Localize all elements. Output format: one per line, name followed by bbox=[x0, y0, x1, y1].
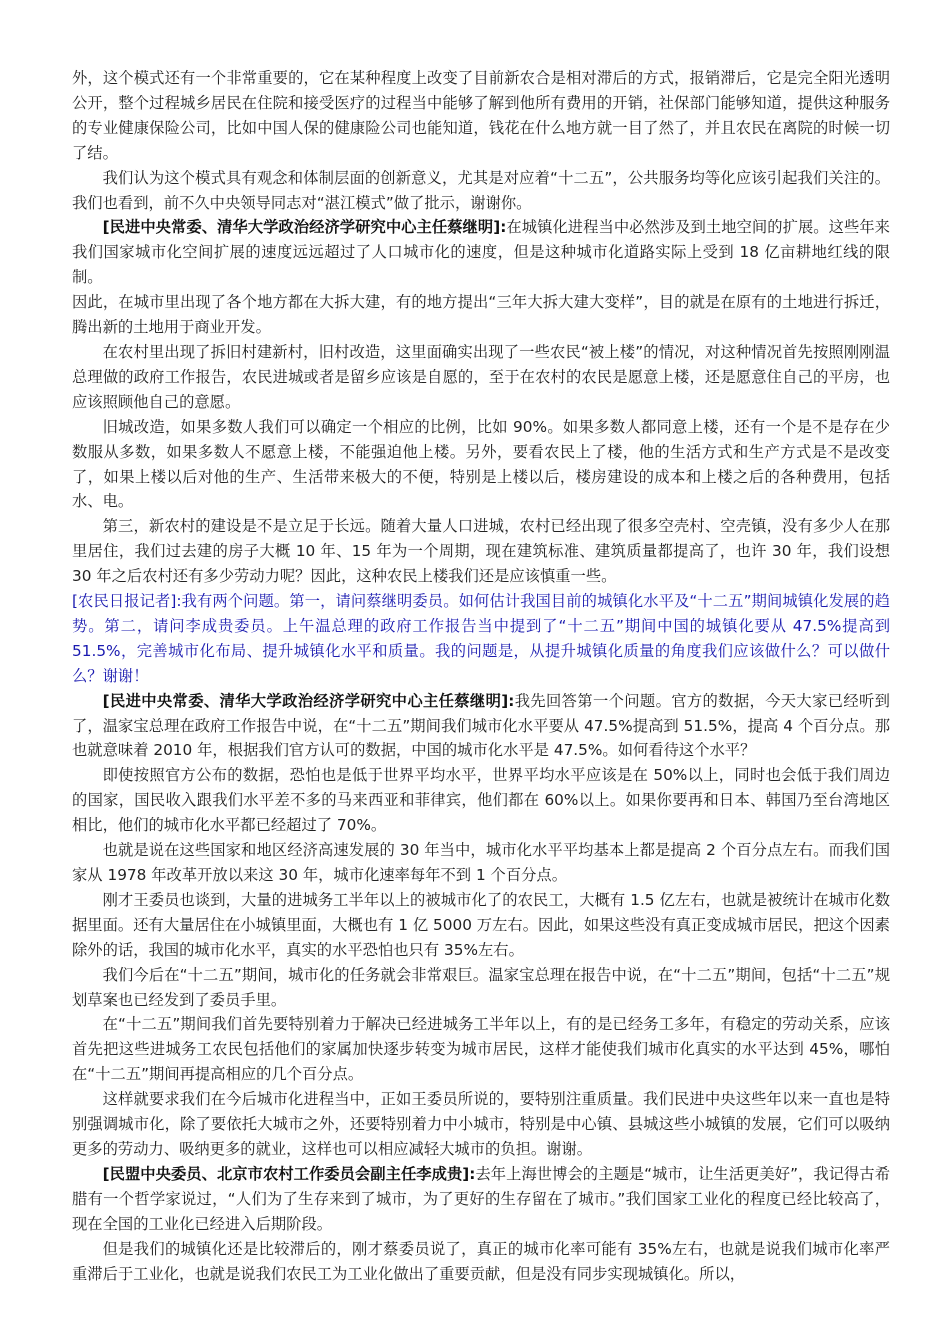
paragraph: 我们今后在“十二五”期间，城市化的任务就会非常艰巨。温家宝总理在报告中说，在“十二五”期间，包括“十二五”规划草案也已经发到了委员手里。 bbox=[72, 965, 890, 1009]
paragraph: 但是我们的城镇化还是比较滞后的，刚才蔡委员说了，真正的城市化率可能有 35%左右，也就是说我们城市化率严重滞后于工业化，也就是说我们农民工为工业化做出了重要贡献，但是没有同步实现城镇化。所以， bbox=[72, 1239, 890, 1283]
paragraph: 也就是说在这些国家和地区经济高速发展的 30 年当中，城市化水平平均基本上都是提高 2 个百分点左右。而我们国家从 1978 年改革开放以来这 30 年，城市化速率每年不到 1 个百分点。 bbox=[72, 841, 890, 884]
speaker-paragraph: [民进中央常委、清华大学政治经济学研究中心主任蔡继明]:我先回答第一个问题。官方的数据，今天大家已经听到了，温家宝总理在政府工作报告中说，在“十二五”期间我们城市化水平要从 47.5%提高到 51.5%，提高 4 个百分点。那也就意味着 2010 年，根据我们官方认可的数据，中国的城市化水平是 47.5%。如何看待这个水平？ bbox=[72, 691, 890, 760]
speaker-paragraph: [民进中央常委、清华大学政治经济学研究中心主任蔡继明]:在城镇化进程当中必然涉及到土地空间的扩展。这些年来我们国家城市化空间扩展的速度远远超过了人口城市化的速度，但是这种城市化道路实际上受到 18 亿亩耕地红线的限制。 bbox=[72, 218, 890, 287]
paragraph: 旧城改造，如果多数人我们可以确定一个相应的比例，比如 90%。如果多数人都同意上楼，还有一个是不是存在少数服从多数，如果多数人不愿意上楼，不能强迫他上楼。另外，要看农民上了楼，他的生活方式和生产方式是不是改变了，如果上楼以后对他的生产、生活带来极大的不便，特别是上楼以后，楼房建设的成本和上楼之后的各种费用，包括水、电。 bbox=[72, 417, 890, 511]
paragraph: 在农村里出现了拆旧村建新村，旧村改造，这里面确实出现了一些农民“被上楼”的情况，对这种情况首先按照刚刚温总理做的政府工作报告，农民进城或者是留乡应该是自愿的，至于在农村的农民是愿意上楼，还是愿意住自己的平房，也应该照顾他自己的意愿。 bbox=[72, 342, 890, 411]
paragraph: 在“十二五”期间我们首先要特别着力于解决已经进城务工半年以上，有的是已经务工多年，有稳定的劳动关系，应该首先把这些进城务工农民包括他们的家属加快逐步转变为城市居民，这样才能使我们城市化真实的水平达到 45%，哪怕在“十二五”期间再提高相应的几个百分点。 bbox=[72, 1015, 890, 1084]
paragraph: 第三，新农村的建设是不是立足于长远。随着大量人口进城，农村已经出现了很多空壳村、空壳镇，没有多少人在那里居住，我们过去建的房子大概 10 年、15 年为一个周期，现在建筑标准、建筑质量都提高了，也许 30 年，我们设想 30 年之后农村还有多少劳动力呢？因此，这种农民上楼我们还是应该慎重一些。 bbox=[72, 517, 890, 586]
speaker-label: [民进中央常委、清华大学政治经济学研究中心主任蔡继明]: bbox=[102, 218, 507, 237]
paragraph: 外，这个模式还有一个非常重要的，它在某种程度上改变了目前新农合是相对滞后的方式，报销滞后，它是完全阳光透明公开，整个过程城乡居民在住院和接受医疗的过程当中能够了解到他所有费用的开销，社保部门能够知道，提供这种服务的专业健康保险公司，比如中国人保的健康险公司也能知道，钱花在什么地方就一目了然了，并且农民在离院的时候一切了结。 bbox=[72, 69, 890, 162]
paragraph: 因此，在城市里出现了各个地方都在大拆大建，有的地方提出“三年大拆大建大变样”，目的就是在原有的土地进行拆迁，腾出新的土地用于商业开发。 bbox=[72, 293, 890, 337]
speaker-label: [民进中央常委、清华大学政治经济学研究中心主任蔡继明]: bbox=[102, 691, 515, 710]
question-paragraph: [农民日报记者]:我有两个问题。第一，请问蔡继明委员。如何估计我国目前的城镇化水平及“十二五”期间城镇化发展的趋势。第二，请问李成贵委员。上午温总理的政府工作报告当中提到了“十二五”期间中国的城镇化要从 47.5%提高到 51.5%，完善城市化布局、提升城镇化水平和质量。我的问题是，从提升城镇化质量的角度我们应该做什么？可以做什么？谢谢！ bbox=[72, 592, 890, 685]
speaker-label: [民盟中央委员、北京市农村工作委员会副主任李成贵]: bbox=[102, 1164, 476, 1183]
paragraph: 刚才王委员也谈到，大量的进城务工半年以上的被城市化了的农民工，大概有 1.5 亿左右，也就是被统计在城市化数据里面。还有大量居住在小城镇里面，大概也有 1 亿 5000 万左右。因此，如果这些没有真正变成城市居民，把这个因素除外的话，我国的城市化水平，真实的水平恐怕也只有 35%左右。 bbox=[72, 890, 890, 959]
paragraph: 即使按照官方公布的数据，恐怕也是低于世界平均水平，世界平均水平应该是在 50%以上，同时也会低于我们周边的国家，国民收入跟我们水平差不多的马来西亚和菲律宾，他们都在 60%以上。如果你要再和日本、韩国乃至台湾地区相比，他们的城市化水平都已经超过了 70%。 bbox=[72, 766, 890, 835]
speaker-paragraph: [民盟中央委员、北京市农村工作委员会副主任李成贵]:去年上海世博会的主题是“城市，让生活更美好”，我记得古希腊有一个哲学家说过，“人们为了生存来到了城市，为了更好的生存留在了城市。”我们国家工业化的程度已经比较高了，现在全国的工业化已经进入后期阶段。 bbox=[72, 1164, 890, 1233]
paragraph: 我们认为这个模式具有观念和体制层面的创新意义，尤其是对应着“十二五”，公共服务均等化应该引起我们关注的。我们也看到，前不久中央领导同志对“湛江模式”做了批示，谢谢你。 bbox=[72, 168, 890, 212]
document-page bbox=[72, 66, 890, 1286]
paragraph: 这样就要求我们在今后城市化进程当中，正如王委员所说的，要特别注重质量。我们民进中央这些年以来一直也是特别强调城市化，除了要依托大城市之外，还要特别着力中小城市，特别是中心镇、县城这些小城镇的发展，它们可以吸纳更多的劳动力、吸纳更多的就业，这样也可以相应减轻大城市的负担。谢谢。 bbox=[72, 1090, 890, 1158]
